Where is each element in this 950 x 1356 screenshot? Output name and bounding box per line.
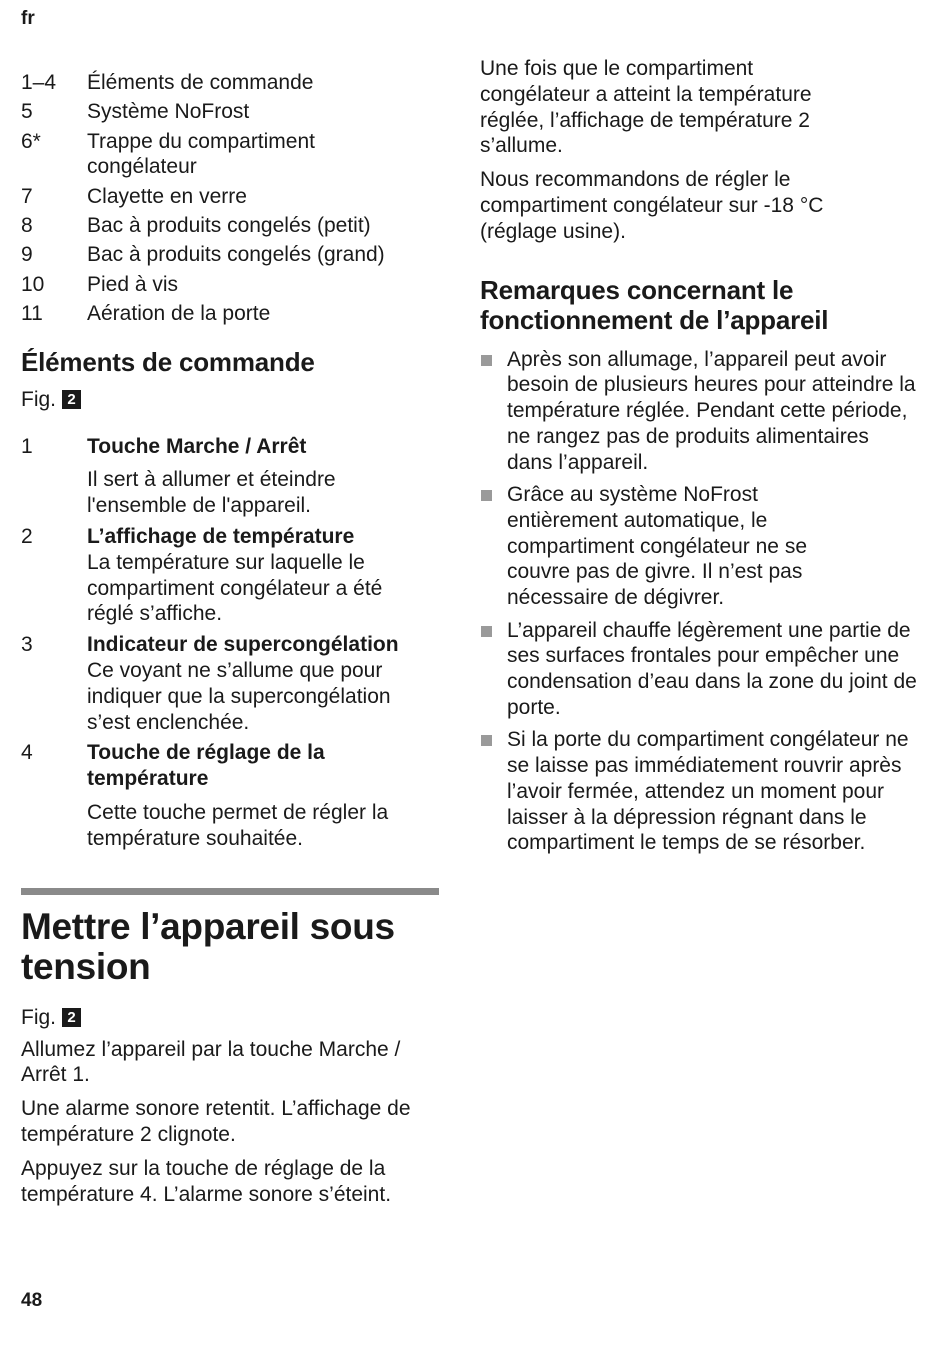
control-title: Touche Marche / Arrêt — [87, 434, 307, 458]
list-item — [21, 301, 441, 327]
list-item — [21, 632, 441, 735]
control-description: La température sur laquelle le compartiment congélateur a été réglé s’affiche. — [87, 550, 383, 626]
part-label: Bac à produits congelés (petit) — [87, 213, 371, 237]
list-item — [480, 727, 920, 856]
part-label: Pied à vis — [87, 272, 179, 296]
language-code: fr — [21, 8, 35, 29]
parts-list — [21, 70, 441, 327]
bullet-square-icon — [481, 735, 492, 746]
controls-heading: Éléments de commande — [21, 346, 315, 377]
list-item — [480, 618, 920, 721]
control-number: 4 — [21, 741, 33, 765]
list-item — [21, 740, 441, 851]
figure-reference — [21, 387, 441, 413]
bullet-square-icon — [481, 490, 492, 501]
fig-label: Fig. — [21, 1005, 57, 1029]
list-item — [21, 70, 441, 96]
list-item — [21, 272, 441, 298]
control-description: Il sert à allumer et éteindre l'ensemble de l'appareil. — [87, 468, 336, 518]
remarks-list — [480, 347, 920, 857]
control-title: Touche de réglage de la température — [87, 741, 325, 791]
list-item — [21, 434, 441, 519]
left-column — [21, 70, 441, 1215]
power-on-heading: Mettre l’appareil sous tension — [21, 905, 395, 987]
paragraph: Allumez l’appareil par la touche Marche / Arrêt 1. — [21, 1037, 401, 1087]
part-number: 5 — [21, 100, 33, 124]
bullet-text: L’appareil chauffe légèrement une partie de ses surfaces frontales pour empêcher une condensation d’eau dans la zone du joint de porte. — [507, 618, 917, 719]
bullet-text: Après son allumage, l’appareil peut avoir besoin de plusieurs heures pour atteindre la température réglée. Pendant cette période, ne rangez pas de produits alimentaires dans l’appareil. — [507, 347, 916, 474]
part-label: Clayette en verre — [87, 184, 247, 208]
remarks-heading: Remarques concernant le fonctionnement de l’appareil — [480, 274, 829, 335]
part-label: Aération de la porte — [87, 301, 271, 325]
part-number: 7 — [21, 184, 33, 208]
list-item — [21, 129, 441, 181]
control-description: Cette touche permet de régler la température souhaitée. — [87, 801, 389, 850]
part-label: Éléments de commande — [87, 71, 314, 94]
bullet-square-icon — [481, 355, 492, 366]
control-number: 3 — [21, 633, 33, 657]
part-number: 9 — [21, 243, 33, 267]
list-item — [21, 524, 441, 627]
control-description: Ce voyant ne s’allume que pour indiquer que la supercongélation s’est enclenchée. — [87, 659, 391, 734]
section-divider — [21, 888, 439, 895]
control-title: L’affichage de température — [87, 525, 355, 549]
part-label: Bac à produits congelés (grand) — [87, 243, 385, 267]
list-item — [21, 99, 441, 125]
control-number: 2 — [21, 525, 33, 549]
list-item — [480, 347, 920, 476]
part-number: 6* — [21, 129, 41, 153]
list-item — [21, 184, 441, 210]
paragraph: Appuyez sur la touche de réglage de la température 4. L’alarme sonore s’éteint. — [21, 1156, 392, 1206]
control-number: 1 — [21, 434, 33, 458]
controls-list — [21, 434, 441, 852]
paragraph: Nous recommandons de régler le compartiment congélateur sur -18 °C (réglage usine). — [480, 168, 824, 243]
fig-number-badge: 2 — [62, 390, 81, 409]
paragraph: Une alarme sonore retentit. L’affichage de température 2 clignote. — [21, 1097, 411, 1147]
page-number: 48 — [21, 1290, 43, 1311]
part-number: 10 — [21, 272, 45, 296]
bullet-text: Grâce au système NoFrost entièrement automatique, le compartiment congélateur ne se couvre pas de givre. Il n’est pas nécessaire de dégivrer. — [507, 483, 807, 610]
figure-reference — [21, 1005, 441, 1031]
list-item — [480, 482, 920, 611]
paragraph: Une fois que le compartiment congélateur a atteint la température réglée, l’affichage de température 2 s’allume. — [480, 57, 812, 158]
part-number: 8 — [21, 213, 33, 237]
part-number: 1–4 — [21, 71, 57, 94]
control-title: Indicateur de supercongélation — [87, 633, 399, 657]
bullet-square-icon — [481, 626, 492, 637]
part-number: 11 — [21, 301, 43, 325]
part-label: Trappe du compartiment congélateur — [87, 129, 315, 179]
bullet-text: Si la porte du compartiment congélateur ne se laisse pas immédiatement rouvrir après l’avoir fermée, attendez un moment pour laisser à la dépression régnant dans le compartiment le temps de se résorber. — [507, 728, 909, 855]
power-on-instructions — [21, 1037, 441, 1208]
list-item — [21, 213, 441, 239]
fig-number-badge: 2 — [62, 1008, 81, 1027]
fig-label: Fig. — [21, 387, 57, 411]
right-column — [480, 56, 920, 863]
list-item — [21, 242, 441, 268]
part-label: Système NoFrost — [87, 100, 250, 124]
